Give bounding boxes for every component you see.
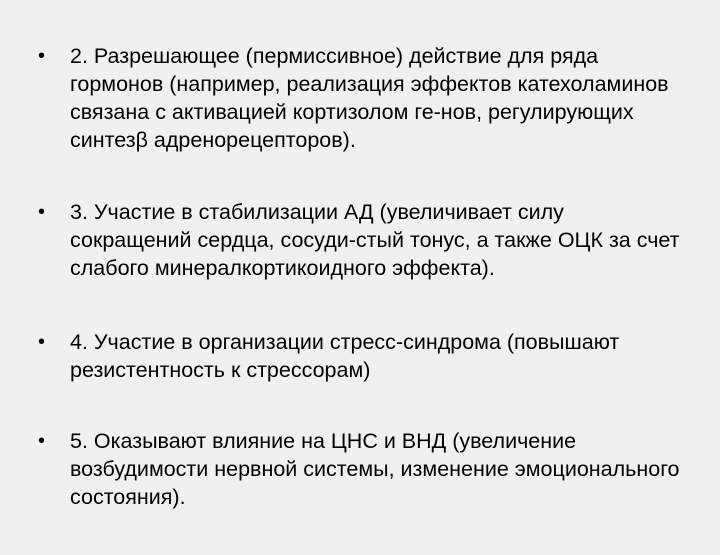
bullet-marker: •	[38, 331, 46, 353]
bullet-text: 2. Разрешающее (пермиссивное) действие для ряда гормонов (например, реализация эффектов катехоламинов связана с активацией кортизолом ге-нов, регулирующих синтезβ адренорецепторов).	[70, 44, 669, 152]
list-item	[38, 427, 688, 511]
list-item	[38, 42, 688, 154]
bullet-list	[38, 42, 688, 555]
bullet-text: 3. Участие в стабилизации АД (увеличивает силу сокращений сердца, сосуди-стый тонус, а также ОЦК за счет слабого минералкортикоидного эффекта).	[70, 200, 680, 280]
bullet-text: 4. Участие в организации стресс-синдрома (повышают резистентность к стрессорам)	[70, 330, 620, 382]
bullet-marker: •	[38, 45, 46, 67]
bullet-marker: •	[38, 201, 46, 223]
list-item	[38, 328, 688, 384]
list-item	[38, 198, 688, 282]
bullet-marker: •	[38, 430, 46, 452]
bullet-text: 5. Оказывают влияние на ЦНС и ВНД (увеличение возбудимости нервной системы, изменение эмоционального состояния).	[70, 429, 680, 509]
